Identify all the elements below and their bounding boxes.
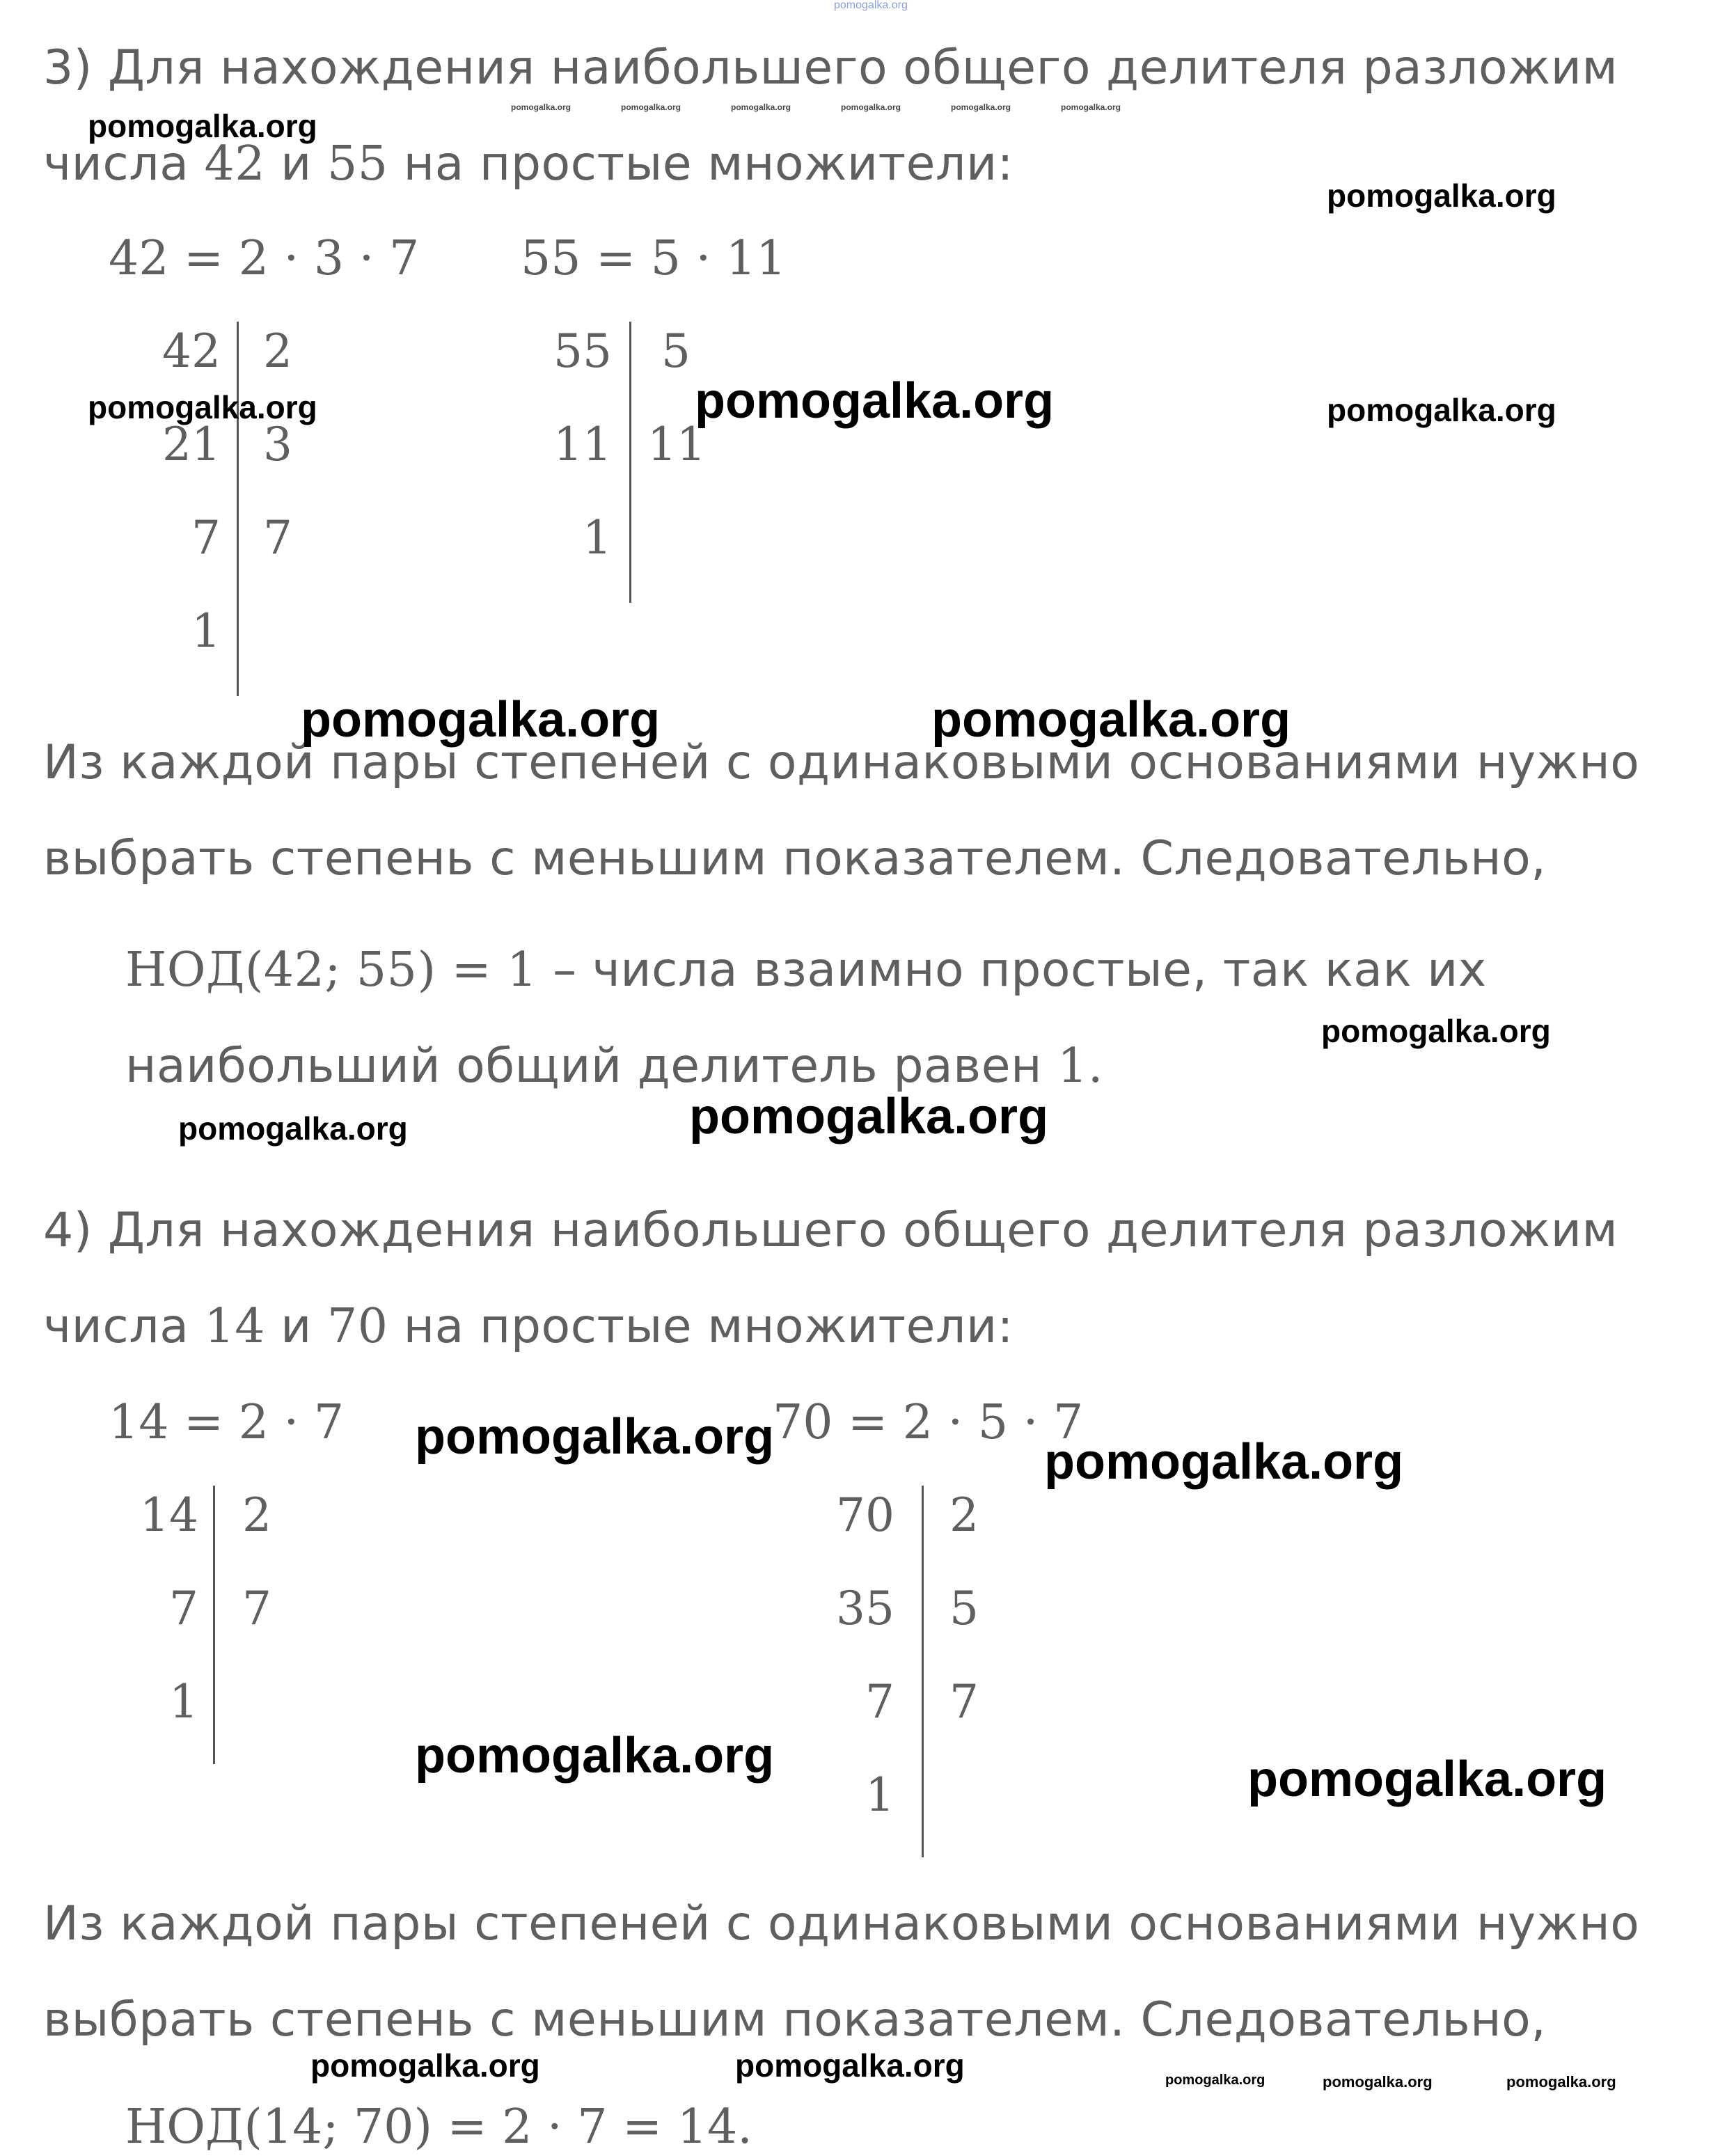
watermark: pomogalka.org xyxy=(178,1110,408,1147)
section3-result-text: наибольший общий делитель равен xyxy=(125,1039,1058,1094)
section4-text: числа xyxy=(43,1299,205,1354)
watermark: pomogalka.org xyxy=(301,692,661,748)
section3-paragraph-line1: Из каждой пары степеней с одинаковыми основаниями нужно xyxy=(43,735,1640,790)
section4-text: и xyxy=(265,1299,327,1354)
section4-gcd-result: НОД(14; 70) = 2 · 7 = 14. xyxy=(125,2100,752,2155)
watermark-small: pomogalka.org xyxy=(511,102,571,112)
watermark: pomogalka.org xyxy=(695,373,1055,429)
div-right-factor: 11 xyxy=(647,418,706,471)
section3-heading-line1: 3) Для нахождения наибольшего общего делителя разложим xyxy=(43,40,1618,95)
watermark: pomogalka.org xyxy=(310,2047,540,2084)
watermark-small: pomogalka.org xyxy=(1061,102,1121,112)
div-right-factor: 7 xyxy=(263,511,292,565)
division-line xyxy=(237,322,239,696)
watermark-small: pomogalka.org xyxy=(951,102,1011,112)
watermark-small: pomogalka.org xyxy=(841,102,901,112)
section4-number-a: 14 xyxy=(204,1299,266,1354)
div-left-value: 1 xyxy=(583,511,612,565)
section3-text: на простые множители: xyxy=(388,136,1014,191)
div-left-value: 42 xyxy=(162,324,221,378)
watermark-small: pomogalka.org xyxy=(1506,2073,1616,2091)
div-right-factor: 2 xyxy=(242,1488,271,1542)
div-right-factor: 7 xyxy=(242,1582,271,1635)
section4-paragraph-line2: выбрать степень с меньшим показателем. Следовательно, xyxy=(43,1992,1547,2047)
section3-text: и xyxy=(265,136,327,191)
section3-result-line2 xyxy=(125,1039,1104,1094)
section3-result-number: 1. xyxy=(1057,1039,1104,1094)
watermark-small: pomogalka.org xyxy=(621,102,681,112)
div-right-factor: 5 xyxy=(661,324,691,378)
div-left-value: 14 xyxy=(140,1488,198,1542)
section4-factorization-14: 14 = 2 · 7 xyxy=(109,1395,345,1450)
div-left-value: 1 xyxy=(865,1768,894,1822)
watermark-small: pomogalka.org xyxy=(731,102,791,112)
section4-paragraph-line1: Из каждой пары степеней с одинаковыми основаниями нужно xyxy=(43,1896,1640,1951)
watermark: pomogalka.org xyxy=(689,1089,1049,1144)
section3-paragraph-line2: выбрать степень с меньшим показателем. Следовательно, xyxy=(43,831,1547,886)
div-left-value: 1 xyxy=(169,1675,198,1729)
section3-result-line1 xyxy=(125,943,1487,998)
watermark-top: pomogalka.org xyxy=(834,0,908,11)
div-right-factor: 2 xyxy=(949,1488,979,1542)
div-left-value: 1 xyxy=(191,604,221,658)
section4-text: на простые множители: xyxy=(388,1299,1014,1354)
watermark: pomogalka.org xyxy=(88,389,317,425)
div-left-value: 7 xyxy=(865,1675,894,1729)
section3-result-text: – числа взаимно простые, так как их xyxy=(537,943,1487,998)
watermark-small: pomogalka.org xyxy=(1323,2073,1433,2091)
div-right-factor: 3 xyxy=(263,418,292,471)
section4-number-b: 70 xyxy=(326,1299,388,1354)
watermark: pomogalka.org xyxy=(415,1728,775,1784)
div-right-factor: 5 xyxy=(949,1582,979,1635)
division-line xyxy=(922,1486,924,1857)
section3-gcd-expression: НОД(42; 55) = 1 xyxy=(125,943,537,998)
div-left-value: 21 xyxy=(162,418,221,471)
watermark: pomogalka.org xyxy=(1327,178,1556,214)
div-right-factor: 2 xyxy=(263,324,292,378)
division-line xyxy=(629,322,631,603)
watermark: pomogalka.org xyxy=(1247,1752,1607,1807)
section3-heading-line2 xyxy=(43,136,1014,191)
section4-heading-line2 xyxy=(43,1299,1014,1354)
watermark: pomogalka.org xyxy=(1321,1013,1551,1049)
watermark: pomogalka.org xyxy=(931,692,1291,748)
section3-number-b: 55 xyxy=(326,136,388,191)
watermark: pomogalka.org xyxy=(415,1409,775,1465)
division-line xyxy=(213,1486,215,1764)
section4-factorization-70: 70 = 2 · 5 · 7 xyxy=(773,1395,1084,1450)
div-left-value: 11 xyxy=(553,418,612,471)
div-left-value: 7 xyxy=(169,1582,198,1635)
section3-number-a: 42 xyxy=(204,136,266,191)
watermark: pomogalka.org xyxy=(1044,1434,1404,1490)
div-right-factor: 7 xyxy=(949,1675,979,1729)
section3-factorization-42: 42 = 2 · 3 · 7 xyxy=(109,231,420,286)
div-left-value: 7 xyxy=(191,511,221,565)
watermark: pomogalka.org xyxy=(88,108,317,144)
watermark: pomogalka.org xyxy=(735,2047,965,2084)
section4-heading-line1: 4) Для нахождения наибольшего общего делителя разложим xyxy=(43,1203,1618,1258)
watermark: pomogalka.org xyxy=(1327,392,1556,428)
div-left-value: 55 xyxy=(553,324,612,378)
watermark-small: pomogalka.org xyxy=(1165,2072,1265,2088)
div-left-value: 70 xyxy=(836,1488,894,1542)
div-left-value: 35 xyxy=(836,1582,894,1635)
section3-text: числа xyxy=(43,136,205,191)
section3-factorization-55: 55 = 5 · 11 xyxy=(521,231,787,286)
